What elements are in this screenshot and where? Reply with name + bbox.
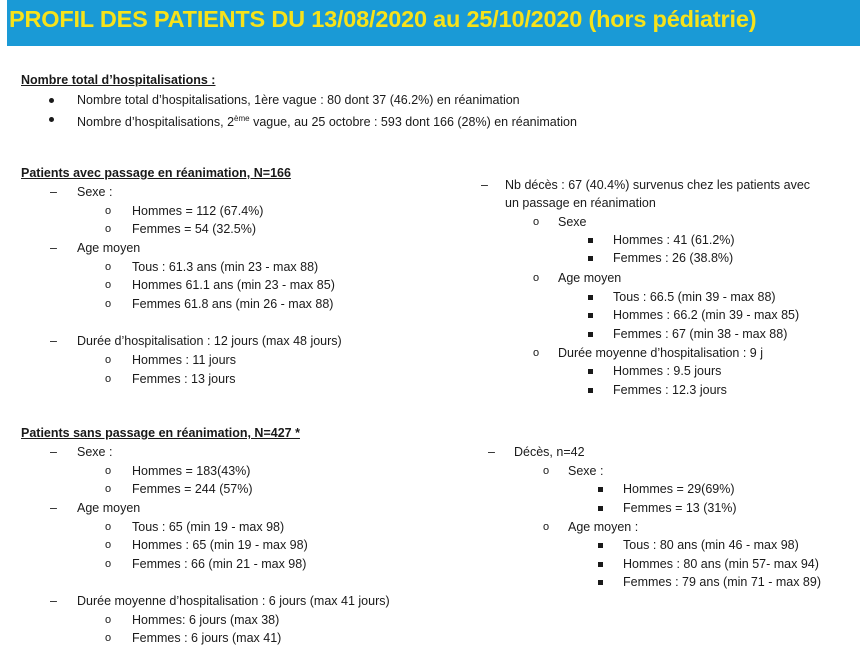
sans-deces-hommes: Hommes = 29(69%)	[623, 482, 735, 496]
square-bullet-icon	[588, 295, 593, 300]
sans-age-tous: Tous : 65 (min 19 - max 98)	[132, 520, 285, 534]
dash-icon: –	[50, 445, 57, 459]
circle-bullet-icon: o	[105, 632, 112, 644]
sans-deces-age-femmes: Femmes : 79 ans (min 71 - max 89)	[623, 575, 821, 589]
square-bullet-icon	[598, 506, 603, 511]
sans-deces-sexe: Sexe :	[568, 464, 604, 478]
circle-bullet-icon: o	[105, 373, 112, 385]
square-bullet-icon	[588, 369, 593, 374]
sans-deces-line-1: Décès, n=42	[514, 445, 585, 459]
rea-deces-duree: Durée moyenne d’hospitalisation : 9 j	[558, 346, 763, 360]
rea-deces-age: Age moyen	[558, 271, 622, 285]
circle-bullet-icon: o	[543, 521, 550, 533]
total-line-1: Nombre total d’hospitalisations, 1ère vague : 80 dont 37 (46.2%) en réanimation	[77, 93, 520, 107]
rea-deces-age-tous: Tous : 66.5 (min 39 - max 88)	[613, 290, 776, 304]
rea-deces-line-1: Nb décès : 67 (40.4%) survenus chez les patients avec	[505, 178, 811, 192]
total-heading: Nombre total d’hospitalisations :	[21, 73, 216, 87]
circle-bullet-icon: o	[533, 216, 540, 228]
square-bullet-icon	[598, 562, 603, 567]
circle-bullet-icon: o	[105, 539, 112, 551]
circle-bullet-icon: o	[105, 558, 112, 570]
rea-duree-hommes: Hommes : 11 jours	[132, 353, 236, 367]
rea-deces-sexe: Sexe	[558, 215, 587, 229]
dash-icon: –	[50, 501, 57, 515]
rea-duree: Durée d’hospitalisation : 12 jours (max 48 jours)	[77, 334, 342, 348]
rea-deces-age-hommes: Hommes : 66.2 (min 39 - max 85)	[613, 308, 800, 322]
circle-bullet-icon: o	[105, 205, 112, 217]
circle-bullet-icon: o	[533, 272, 540, 284]
circle-bullet-icon: o	[105, 483, 112, 495]
circle-bullet-icon: o	[105, 614, 112, 626]
sans-deces-age-hommes: Hommes : 80 ans (min 57- max 94)	[623, 557, 819, 571]
rea-deces-line-2: un passage en réanimation	[505, 196, 656, 210]
bullet-icon	[49, 98, 54, 103]
sans-age-femmes: Femmes : 66 (min 21 - max 98)	[132, 557, 307, 571]
dash-icon: –	[488, 445, 495, 459]
sans-duree-hommes: Hommes: 6 jours (max 38)	[132, 613, 280, 627]
circle-bullet-icon: o	[533, 347, 540, 359]
sans-age: Age moyen	[77, 501, 141, 515]
sans-duree-femmes: Femmes : 6 jours (max 41)	[132, 631, 282, 645]
sans-hommes: Hommes = 183(43%)	[132, 464, 251, 478]
rea-age-hommes: Hommes 61.1 ans (min 23 - max 85)	[132, 278, 335, 292]
circle-bullet-icon: o	[543, 465, 550, 477]
rea-deces-hommes: Hommes : 41 (61.2%)	[613, 233, 735, 247]
rea-sexe: Sexe :	[77, 185, 113, 199]
sans-heading: Patients sans passage en réanimation, N=427 *	[21, 426, 300, 440]
sans-duree: Durée moyenne d’hospitalisation : 6 jours (max 41 jours)	[77, 594, 390, 608]
rea-deces-age-femmes: Femmes : 67 (min 38 - max 88)	[613, 327, 788, 341]
rea-age-femmes: Femmes 61.8 ans (min 26 - max 88)	[132, 297, 334, 311]
dash-icon: –	[50, 185, 57, 199]
circle-bullet-icon: o	[105, 521, 112, 533]
dash-icon: –	[481, 178, 488, 192]
circle-bullet-icon: o	[105, 354, 112, 366]
circle-bullet-icon: o	[105, 279, 112, 291]
rea-duree-femmes: Femmes : 13 jours	[132, 372, 236, 386]
sans-deces-age: Age moyen :	[568, 520, 639, 534]
square-bullet-icon	[588, 332, 593, 337]
sans-femmes: Femmes = 244 (57%)	[132, 482, 253, 496]
bullet-icon	[49, 117, 54, 122]
rea-age-tous: Tous : 61.3 ans (min 23 - max 88)	[132, 260, 319, 274]
sans-age-hommes: Hommes : 65 (min 19 - max 98)	[132, 538, 308, 552]
square-bullet-icon	[598, 487, 603, 492]
rea-deces-femmes: Femmes : 26 (38.8%)	[613, 251, 734, 265]
dash-icon: –	[50, 594, 57, 608]
square-bullet-icon	[598, 580, 603, 585]
rea-age: Age moyen	[77, 241, 141, 255]
square-bullet-icon	[588, 388, 593, 393]
rea-deces-duree-femmes: Femmes : 12.3 jours	[613, 383, 727, 397]
sans-deces-femmes: Femmes = 13 (31%)	[623, 501, 737, 515]
dash-icon: –	[50, 334, 57, 348]
circle-bullet-icon: o	[105, 223, 112, 235]
square-bullet-icon	[588, 256, 593, 261]
sans-deces-age-tous: Tous : 80 ans (min 46 - max 98)	[623, 538, 799, 552]
rea-hommes: Hommes = 112 (67.4%)	[132, 204, 264, 218]
circle-bullet-icon: o	[105, 465, 112, 477]
square-bullet-icon	[588, 313, 593, 318]
circle-bullet-icon: o	[105, 298, 112, 310]
circle-bullet-icon: o	[105, 261, 112, 273]
rea-heading: Patients avec passage en réanimation, N=166	[21, 166, 291, 180]
rea-deces-duree-hommes: Hommes : 9.5 jours	[613, 364, 722, 378]
total-line-2: Nombre d’hospitalisations, 2ème vague, au 25 octobre : 593 dont 166 (28%) en réanimation	[77, 114, 577, 130]
sans-sexe: Sexe :	[77, 445, 113, 459]
square-bullet-icon	[588, 238, 593, 243]
page-title: PROFIL DES PATIENTS DU 13/08/2020 au 25/10/2020 (hors pédiatrie)	[9, 6, 757, 32]
dash-icon: –	[50, 241, 57, 255]
square-bullet-icon	[598, 543, 603, 548]
rea-femmes: Femmes = 54 (32.5%)	[132, 222, 257, 236]
